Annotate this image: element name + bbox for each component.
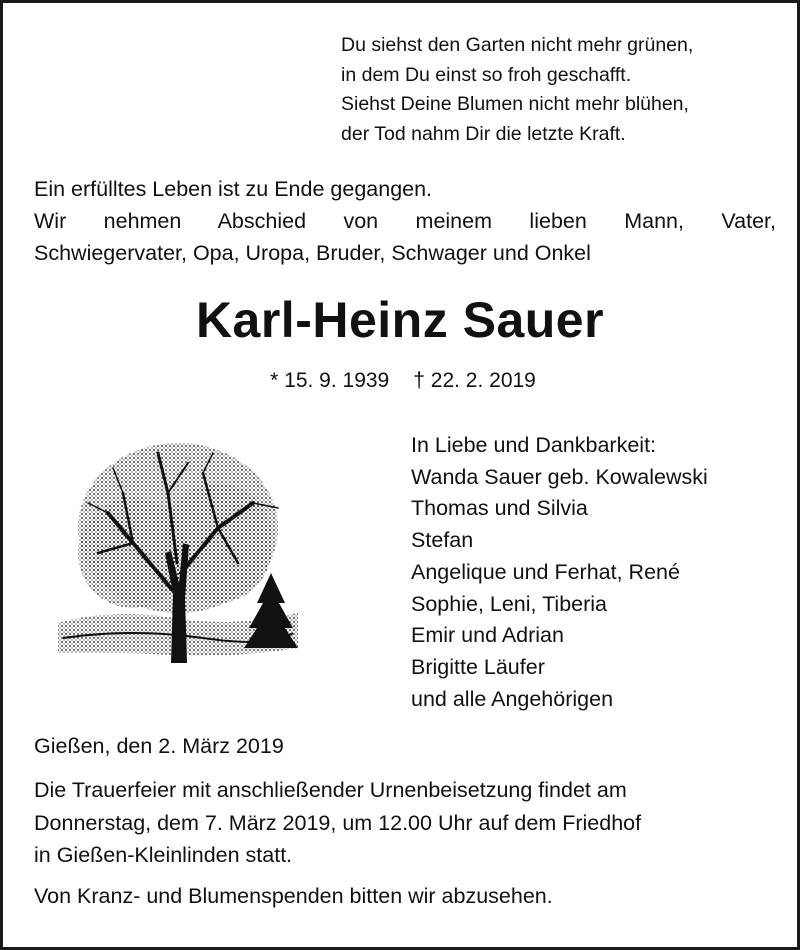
poem-line: der Tod nahm Dir die letzte Kraft. [341,122,626,145]
mourner-entry: Angelique und Ferhat, René [411,559,680,584]
mourner-entry: Wanda Sauer geb. Kowalewski [411,464,708,489]
funeral-service-info [34,774,779,872]
service-line: in Gießen-Kleinlinden statt. [34,843,293,867]
intro-text [34,173,776,269]
intro-line: Ein erfülltes Leben ist zu Ende gegangen. [34,177,433,201]
mourner-entry: Stefan [411,528,474,553]
death-date: † 22. 2. 2019 [413,369,536,392]
life-dates [3,365,797,397]
deceased-name: Karl-Heinz Sauer [195,292,605,348]
flowers-note: Von Kranz- und Blumenspenden bitten wir abzusehen. [34,884,553,908]
service-line: Die Trauerfeier mit anschließender Urnenbeisetzung findet am [34,778,627,802]
mourners-heading: In Liebe und Dankbarkeit: [411,433,657,457]
mourner-entry: und alle Angehörigen [411,686,614,711]
intro-line: Schwiegervater, Opa, Uropa, Bruder, Schwager und Onkel [34,241,591,265]
service-line: Donnerstag, dem 7. März 2019, um 12.00 Uhr auf dem Friedhof [34,810,642,835]
intro-line: Wir nehmen Abschied von meinem lieben Mann, Vater, [34,209,776,233]
mourner-entry: Brigitte Läufer [411,654,545,679]
poem-line: Siehst Deine Blumen nicht mehr blühen, [341,93,689,115]
poem [341,31,781,149]
poem-line: in dem Du einst so froh geschafft. [341,63,632,86]
mourners-list [411,430,791,715]
place-date: Gießen, den 2. März 2019 [34,734,284,758]
tree-illustration-icon [53,433,303,673]
mourner-entry: Sophie, Leni, Tiberia [411,591,608,616]
poem-line: Du siehst den Garten nicht mehr grünen, [341,34,694,56]
mourner-entry: Thomas und Silvia [411,496,588,521]
birth-date: * 15. 9. 1939 [270,369,390,392]
mourner-entry: Emir und Adrian [411,623,564,648]
